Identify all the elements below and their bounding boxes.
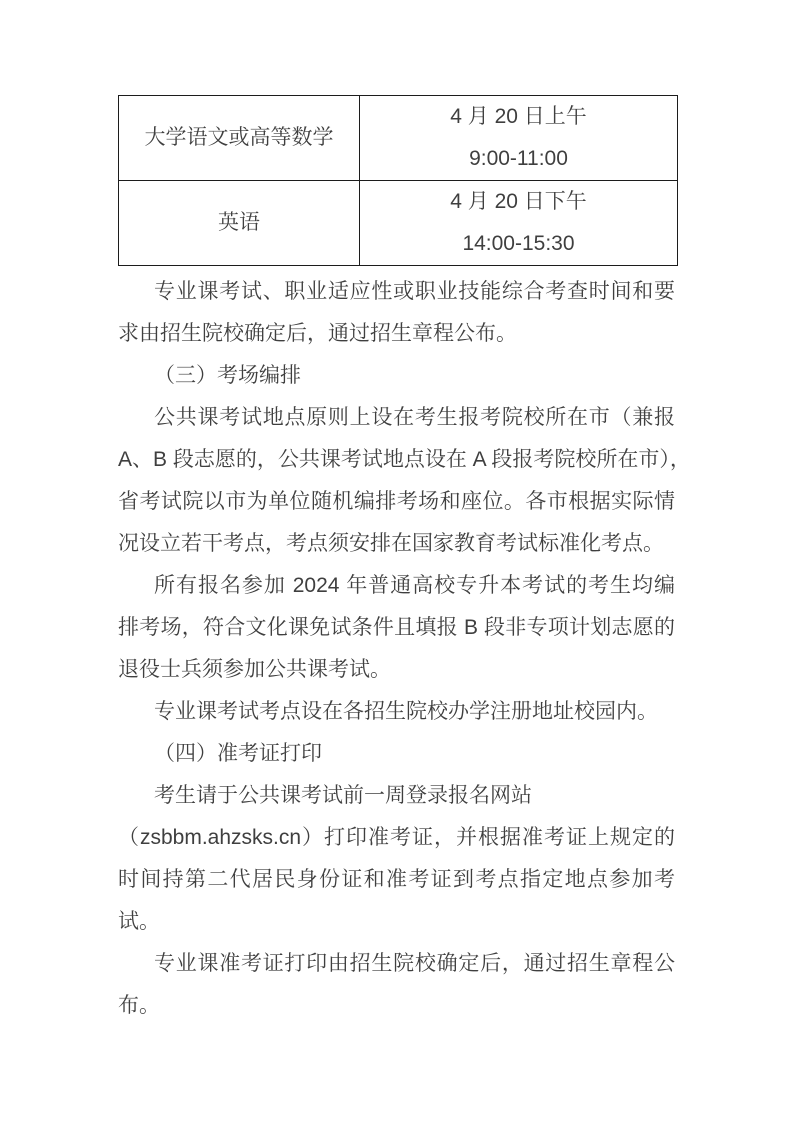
table-row: [119, 181, 678, 266]
table-row: [119, 96, 678, 181]
text-line: 公共课考试地点原则上设在考生报考院校所在市（兼报: [154, 406, 675, 429]
text-line: 退役士兵须参加公共课考试。: [118, 658, 391, 681]
section-heading: [118, 733, 675, 775]
text-line: 考生请于公共课考试前一周登录报名网站: [154, 784, 532, 807]
exam-hours-text: 9:00-11:00: [469, 147, 568, 170]
text-line: 所有报名参加 2024 年普通高校专升本考试的考生均编: [154, 574, 675, 597]
section-heading: [118, 355, 675, 397]
exam-date-text: 4 月 20 日下午: [450, 190, 587, 213]
text-line: （zsbbm.ahzsks.cn）打印准考证，并根据准考证上规定的: [118, 826, 675, 849]
paragraph: [118, 565, 675, 691]
text-line: 排考场，符合文化课免试条件且填报 B 段非专项计划志愿的: [118, 616, 675, 639]
exam-hours-text: 14:00-15:30: [462, 232, 575, 255]
text-line: A、B 段志愿的，公共课考试地点设在 A 段报考院校所在市），: [118, 448, 691, 471]
text-line: 求由招生院校确定后，通过招生章程公布。: [118, 322, 517, 345]
exam-date-text: 4 月 20 日上午: [450, 105, 587, 128]
text-line: 专业课考试考点设在各招生院校办学注册地址校园内。: [154, 700, 658, 723]
text-line: 试。: [118, 910, 160, 933]
paragraph: [118, 691, 675, 733]
exam-subject: 大学语文或高等数学: [144, 126, 334, 149]
text-line: 专业课准考证打印由招生院校确定后，通过招生章程公: [154, 952, 675, 975]
exam-subject-cell: [119, 96, 360, 181]
text-line: 布。: [118, 994, 160, 1017]
text-line: （四）准考证打印: [154, 742, 322, 765]
exam-time-cell: [360, 181, 678, 266]
paragraph: [118, 775, 675, 943]
paragraph: [118, 397, 691, 565]
text-line: 时间持第二代居民身份证和准考证到考点指定地点参加考: [118, 868, 675, 891]
exam-subject: 英语: [218, 211, 260, 234]
exam-time-cell: [360, 96, 678, 181]
text-line: 况设立若干考点，考点须安排在国家教育考试标准化考点。: [118, 532, 664, 555]
text-line: 专业课考试、职业适应性或职业技能综合考查时间和要: [154, 280, 675, 303]
paragraph: [118, 943, 675, 1027]
exam-subject-cell: [119, 181, 360, 266]
document-body: [118, 271, 691, 1027]
text-line: （三）考场编排: [154, 364, 301, 387]
exam-schedule-table: [118, 95, 678, 266]
paragraph: [118, 271, 675, 355]
text-line: 省考试院以市为单位随机编排考场和座位。各市根据实际情: [118, 490, 675, 513]
